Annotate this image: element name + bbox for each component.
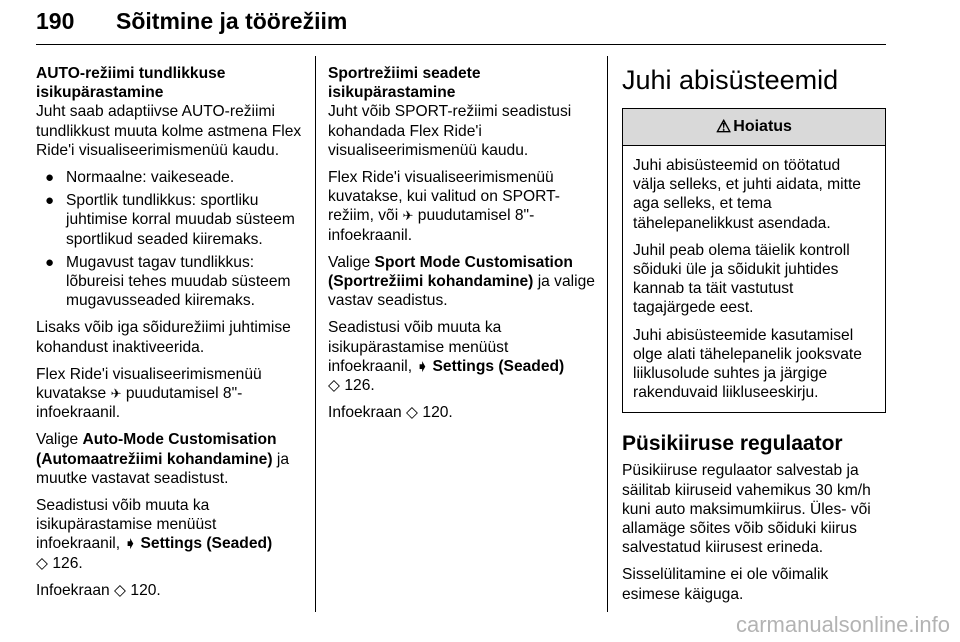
subsection-title: Püsikiiruse regulaator: [622, 432, 843, 456]
bullet-icon: ●: [45, 169, 55, 187]
column-3: [622, 64, 886, 612]
bullet-icon: ●: [45, 253, 55, 271]
page-number: 190: [36, 8, 75, 34]
section-heading-line2: isikupärastamine: [36, 84, 164, 102]
warning-box: [622, 108, 886, 413]
warning-body: [623, 146, 885, 412]
list-item: ● Sportlik tundlikkus: sportliku juhtimise korral muudab süsteem sportlikud seaded kiiremaks.: [45, 192, 295, 248]
page-header: [36, 8, 886, 44]
column-divider-2: [607, 56, 608, 612]
page-ref-icon: ◇: [406, 404, 419, 422]
column-2: [328, 64, 596, 430]
cruise-paragraph: Püsikiiruse regulaator salvestab ja säilitab kiiruseid vahemikus 30 km/h kuni auto maksimumkiirus. Üles- või allamäge sõites võib sõiduki kiirus salvestatud kiirusest erineda.: [622, 462, 871, 557]
warning-icon: ⚠: [716, 117, 732, 137]
show-menu-paragraph: Flex Ride'i visualiseerimismenüü kuvatakse, kui valitud on SPORT-režiim, või ✈ puudutamisel 8"-infoekraanil.: [328, 169, 560, 244]
menu-option-name: Auto-Mode Customisation (Automaatrežiimi kohandamine): [36, 431, 277, 468]
settings-paragraph: Seadistusi võib muuta ka isikupärastamise menüüst infoekraanil, ➧ Settings (Seaded) ◇ 126.: [328, 319, 565, 395]
section-heading: AUTO-režiimi tundlikkuse: [36, 65, 226, 82]
watermark: carmanualsonline.info: [735, 612, 950, 637]
page-ref-icon: ◇: [114, 581, 127, 599]
disable-paragraph: Lisaks võib iga sõidurežiimi juhtimise kohandust inaktiveerida.: [36, 319, 291, 356]
chapter-title: Sõitmine ja töörežiim: [116, 8, 348, 34]
settings-arrow-icon: ➧: [416, 357, 429, 374]
select-paragraph: Valige Sport Mode Customisation (Sportrežiimi kohandamine) ja valige vastav seadistus.: [328, 253, 595, 310]
warning-label: Hoiatus: [733, 118, 792, 136]
warning-paragraph: Juhil peab olema täielik kontroll sõiduki üle ja sõidukit juhtides kannab ta täit vastutust tagajärgede eest.: [633, 241, 850, 317]
settings-paragraph: Seadistusi võib muuta ka isikupärastamise menüüst infoekraanil, ➧ Settings (Seaded) ◇ 126.: [36, 497, 273, 572]
list-item: ● Normaalne: vaikeseade.: [45, 169, 235, 187]
cruise-note: Sisselülitamine ei ole võimalik esimese käiguga.: [622, 566, 829, 603]
header-rule: [36, 44, 886, 45]
show-menu-paragraph: Flex Ride'i visualiseerimismenüü kuvatakse ✈ puudutamisel 8"-infoekraanil.: [36, 365, 262, 422]
info-paragraph: Infoekraan ◇ 120.: [36, 581, 161, 599]
sensitivity-list: [36, 168, 304, 310]
warning-paragraph: Juhi abisüsteemid on töötatud välja selleks, et juhti aidata, mitte aga selleks, et tema tähelepanelikkust asendada.: [633, 157, 861, 232]
select-paragraph: Valige Auto-Mode Customisation (Automaatrežiimi kohandamine) ja muutke vastavat seadistust.: [36, 431, 290, 487]
menu-option-name: Sport Mode Customisation (Sportrežiimi kohandamine): [328, 253, 573, 291]
list-item: ● Mugavust tagav tundlikkus: lõbureisi tehes muudab süsteem mugavusseaded kiiremaks.: [45, 253, 291, 310]
intro-paragraph: Juht saab adaptiivse AUTO-režiimi tundlikkust muuta kolme astmena Flex Ride'i visualiseerimismenüü kaudu.: [36, 103, 302, 159]
section-title: Juhi abisüsteemid: [622, 65, 839, 95]
warning-header: [623, 109, 885, 146]
column-1: [36, 64, 304, 608]
page-ref-icon: ◇: [328, 377, 340, 395]
flex-ride-icon: ✈: [402, 208, 414, 224]
column-divider-1: [315, 56, 316, 612]
bullet-icon: ●: [45, 192, 55, 210]
page-ref-icon: ◇: [36, 554, 48, 572]
settings-arrow-icon: ➧: [124, 535, 137, 552]
flex-ride-icon: ✈: [110, 386, 122, 402]
section-heading-line2: isikupärastamine: [328, 84, 456, 102]
section-heading: Sportrežiimi seadete: [328, 65, 481, 82]
info-paragraph: Infoekraan ◇ 120.: [328, 404, 453, 422]
warning-paragraph: Juhi abisüsteemide kasutamisel olge alati tähelepanelik jooksvate liiklusolude suhtes ja järgige rakenduvaid liikluseeskirju.: [633, 326, 862, 402]
intro-paragraph: Juht võib SPORT-režiimi seadistusi kohandada Flex Ride'i visualiseerimismenüü kaudu.: [328, 103, 572, 159]
